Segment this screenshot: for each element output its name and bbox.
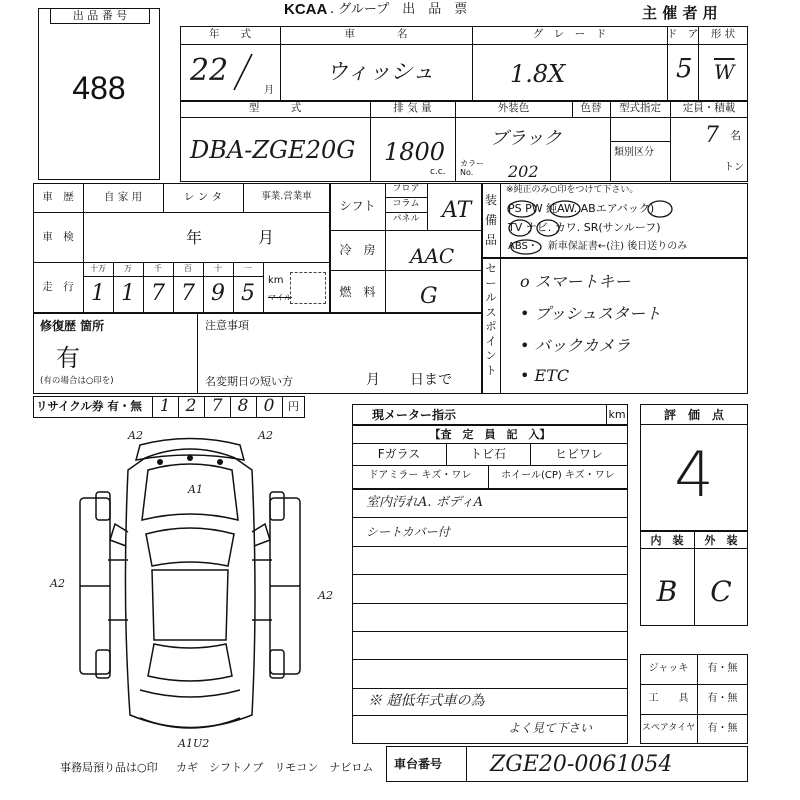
damage-mark-a2-top-left: A2 [128, 429, 143, 442]
color-no-label: カラー No. [460, 159, 484, 177]
mileage-digit-3: 7 [151, 281, 165, 306]
shift-column[interactable]: コラム [392, 199, 420, 209]
color-no-value: 202 [508, 162, 539, 181]
equipment-line-2: TV ナビ. カワ. SR(サンルーフ) [508, 221, 661, 234]
evaluation-score: 4 [674, 438, 714, 511]
tool-jack-label: ジャッキ [648, 663, 689, 674]
recycle-digit-5: 0 [263, 396, 275, 416]
fglass-label: Fガラス [377, 447, 421, 461]
tool-kit-value[interactable]: 有・無 [707, 693, 738, 704]
meter-label: 現メーター指示 [372, 408, 457, 422]
recycle-label: リサイクル券 有・無 [36, 399, 142, 413]
damage-mark-a1-hood: A1 [188, 483, 203, 496]
evaluation-label: 評 価 点 [663, 408, 724, 422]
recycle-digit-3: 7 [211, 396, 223, 416]
exterior-color-header: 外装色 [497, 102, 530, 114]
damage-mark-a2-right: A2 [318, 589, 333, 602]
cc-unit: c.c. [430, 167, 446, 177]
grade-header: グ レ ー ド [532, 28, 607, 40]
brand-logo: KCAA [284, 1, 328, 18]
equipment-line-1: PS PW 純AW. ABエアバック) [508, 202, 655, 215]
repair-history-value: 有 [56, 344, 80, 372]
special-note-2: よく見て下さい [508, 721, 593, 735]
meter-unit: km [608, 408, 626, 421]
class-label: 類別区分 [614, 147, 654, 158]
repaint-header: 色替 [580, 102, 602, 114]
sales-point-4: • ETC [520, 366, 570, 385]
equipment-note: ※純正のみ○印をつけて下さい。 [506, 185, 639, 195]
repair-history-note: (有の場合は○印を) [40, 376, 114, 386]
tool-jack-value[interactable]: 有・無 [707, 663, 738, 674]
mirror-label: ドアミラー キズ・ワレ [368, 470, 472, 481]
history-business[interactable]: 事業.営業車 [261, 191, 312, 202]
recycle-digit-4: 8 [237, 396, 249, 416]
exterior-label: 外 装 [704, 534, 738, 547]
grade-value: 1.8X [510, 60, 566, 88]
inspector-note-1: 室内汚れA. ボディA [366, 495, 484, 510]
lot-number: 488 [72, 70, 126, 106]
chassis-value: ZGE20-0061054 [490, 752, 673, 777]
doors-value: 5 [676, 54, 693, 84]
digit-label-100: 百 [184, 264, 192, 273]
interior-grade: B [656, 575, 678, 608]
shift-value: AT [442, 198, 472, 223]
recycle-digit-1: 1 [159, 396, 171, 416]
capacity-header: 定員・積載 [682, 102, 736, 114]
aircon-value: AAC [410, 244, 455, 268]
capacity-unit-person: 名 [730, 129, 741, 142]
aircon-label: 冷 房 [339, 243, 376, 257]
damage-mark-a2-left: A2 [50, 577, 65, 590]
equipment-label: 装備品 [484, 193, 497, 247]
interior-label: 内 装 [650, 534, 684, 547]
fuel-value: G [420, 284, 438, 309]
sales-point-3: • バックカメラ [520, 336, 631, 355]
damage-mark-rear: A1U2 [178, 737, 210, 750]
recycle-digit-2: 2 [185, 396, 197, 416]
repair-history-label: 修復歴 箇所 [40, 319, 105, 333]
mileage-digit-2: 1 [121, 281, 135, 306]
digit-label-10k: 万 [124, 264, 132, 273]
mileage-digit-6: 5 [241, 281, 255, 306]
model-code-header: 型 式 [248, 102, 302, 114]
sales-point-1: o スマートキー [520, 272, 631, 291]
chip-label: トビ石 [469, 447, 506, 461]
special-note: ※ 超低年式車の為 [368, 693, 485, 709]
wheel-label: ホイール(CP) キズ・ワレ [501, 470, 615, 481]
type-designation-header: 型式指定 [619, 102, 661, 114]
name-change-day: 日まで [410, 372, 452, 388]
chassis-label: 車台番号 [394, 757, 443, 771]
mileage-unit-km: km [268, 275, 284, 286]
digit-label-100k: 十万 [90, 264, 106, 273]
shift-label: シフト [339, 199, 376, 213]
history-label: 車 歴 [42, 191, 74, 203]
damage-mark-a2-top-right: A2 [258, 429, 273, 442]
exterior-color-value: ブラック [490, 128, 562, 149]
sales-points-label: セールスポイント [485, 262, 497, 377]
year-value: 22 [190, 53, 229, 88]
organizer-label: 主 催 者 用 [642, 4, 718, 22]
caution-label: 注意事項 [205, 319, 249, 332]
tool-spare-value[interactable]: 有・無 [707, 723, 738, 734]
name-change-month: 月 [366, 372, 380, 388]
digit-label-1: 一 [244, 264, 252, 273]
digit-label-10: 十 [214, 264, 222, 273]
office-note: 事務局預り品は○印 [60, 761, 158, 774]
month-unit: 月 [264, 85, 274, 96]
car-name-value: ウィッシュ [326, 60, 435, 85]
year-header: 年 式 [209, 28, 251, 40]
shift-panel[interactable]: パネル [392, 214, 420, 224]
mileage-label: 走 行 [42, 281, 74, 293]
inspection-month: 月 [258, 228, 275, 247]
displacement-header: 排 気 量 [393, 102, 432, 114]
shape-header: 形 状 [710, 28, 736, 40]
car-name-header: 車 名 [344, 28, 408, 40]
form-title: . グループ 出 品 票 [330, 2, 468, 17]
inspector-header: 【査 定 員 記 入】 [429, 428, 551, 441]
doors-header: ド ア [666, 28, 699, 40]
recycle-unit: 円 [288, 400, 299, 413]
mileage-digit-5: 9 [211, 281, 225, 306]
history-private[interactable]: 自 家 用 [103, 191, 143, 203]
model-code-value: DBA-ZGE20G [190, 136, 356, 164]
displacement-value: 1800 [384, 138, 446, 166]
history-rental[interactable]: レ ン タ [183, 191, 223, 203]
capacity-value: 7 [705, 123, 719, 148]
tool-kit-label: 工 具 [648, 693, 689, 704]
crack-label: ヒビワレ [554, 447, 603, 461]
lot-label: 出 品 番 号 [50, 8, 150, 24]
shape-value: $\overline{W}$ [714, 60, 735, 84]
equipment-line-3: ABS・ 新車保証書←(注) 後日送りのみ [508, 241, 688, 252]
fuel-label: 燃 料 [339, 285, 376, 299]
shift-floor[interactable]: フロア [392, 184, 420, 194]
inspection-year: 年 [186, 228, 203, 247]
tool-spare-label: スペアタイヤ [641, 723, 696, 733]
exterior-grade: C [710, 575, 732, 608]
name-change-label: 名変期日の短い方 [205, 375, 293, 388]
office-items: カギ シフトノブ リモコン ナビロム [176, 761, 374, 774]
capacity-unit-ton: トン [724, 162, 744, 173]
digit-label-1k: 千 [154, 264, 162, 273]
sales-point-2: • プッシュスタート [520, 304, 662, 323]
mileage-digit-4: 7 [181, 281, 195, 306]
inspector-note-2: シートカバー付 [366, 525, 450, 539]
mileage-digit-1: 1 [91, 281, 105, 306]
mileage-unit-mile: マイル [268, 293, 292, 302]
inspection-label: 車 検 [42, 231, 74, 243]
